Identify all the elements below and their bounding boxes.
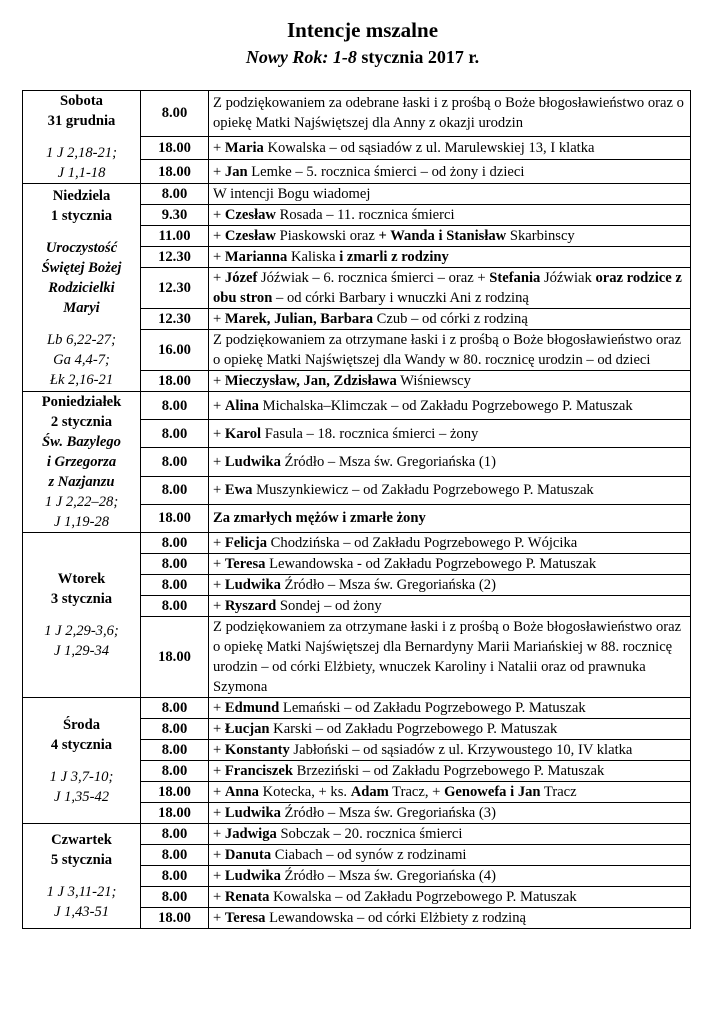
feast-line: Uroczystość: [45, 239, 118, 256]
intention-text: Lemke – 5. rocznica śmierci – od żony i dzieci: [247, 163, 525, 180]
intention-text: Kotecka, + ks.: [258, 784, 351, 800]
day-name: [27, 830, 136, 870]
mass-row: [23, 824, 691, 845]
intention-text: +: [213, 577, 225, 593]
feast-line: Świętej Bożej: [41, 259, 122, 276]
feast-line: Maryi: [63, 299, 100, 316]
mass-intention: [209, 887, 691, 908]
intention-text: +: [213, 228, 225, 244]
intention-text: Z podziękowaniem za odebrane łaski i z prośbą o Boże błogosławieństwo oraz o opiekę Matki Najświętszej dla Anny z okazji urodzin: [213, 95, 684, 132]
mass-time: 18.00: [141, 803, 209, 824]
mass-intention: [209, 866, 691, 887]
mass-time: 8.00: [141, 866, 209, 887]
mass-intention: [209, 205, 691, 226]
mass-time: 8.00: [141, 698, 209, 719]
intention-text: Skarbinscy: [506, 228, 575, 244]
reading-line: 1 J 3,7-10;: [49, 768, 114, 785]
mass-time: 12.30: [141, 268, 209, 309]
intention-name: Jadwiga: [224, 826, 277, 842]
intention-name: Alina: [224, 397, 259, 414]
page-title: Intencje mszalne: [286, 18, 439, 42]
intention-text: +: [213, 482, 225, 499]
feast-name: [27, 432, 136, 492]
mass-time: 16.00: [141, 330, 209, 371]
day-cell: [23, 91, 141, 184]
day-cell: [23, 698, 141, 824]
readings: [27, 882, 136, 922]
readings: [27, 492, 136, 532]
mass-time: 18.00: [141, 371, 209, 392]
reading-line: J 1,35-42: [53, 788, 110, 805]
intention-name: Ludwika: [224, 453, 281, 470]
intention-text: +: [213, 397, 225, 414]
mass-intention: [209, 617, 691, 698]
intention-text: +: [213, 535, 225, 551]
intention-text: +: [213, 270, 225, 286]
mass-time: 8.00: [141, 761, 209, 782]
mass-time: 8.00: [141, 448, 209, 476]
day-name: [27, 186, 136, 226]
intention-text: Chodzińska – od Zakładu Pogrzebowego P. Wójcika: [267, 535, 578, 551]
intention-name: Mieczysław, Jan, Zdzisława: [224, 373, 397, 389]
day-cell: [23, 184, 141, 392]
mass-row: [23, 91, 691, 137]
mass-intention: [209, 226, 691, 247]
intention-text: Sobczak – 20. rocznica śmierci: [276, 826, 463, 842]
intention-text: Rosada – 11. rocznica śmierci: [275, 207, 455, 223]
intention-text: Michalska–Klimczak – od Zakładu Pogrzebowego P. Matuszak: [258, 397, 633, 414]
feast-name: [27, 238, 136, 318]
mass-time: 8.00: [141, 392, 209, 420]
mass-time: 8.00: [141, 575, 209, 596]
intention-text: Karski – od Zakładu Pogrzebowego P. Matuszak: [269, 721, 558, 737]
intention-text: +: [213, 805, 225, 821]
day-name-line: 2 stycznia: [50, 414, 113, 430]
reading-line: J 1,43-51: [53, 904, 110, 920]
readings: [27, 767, 136, 807]
intention-name: Stefania: [489, 270, 541, 286]
intention-text: Piaskowski oraz: [275, 228, 379, 244]
mass-time: 8.00: [141, 476, 209, 504]
mass-time: 18.00: [141, 617, 209, 698]
reading-line: Łk 2,16-21: [49, 371, 114, 388]
mass-time: 8.00: [141, 740, 209, 761]
intention-text: Lewandowska - od Zakładu Pogrzebowego P. Matuszak: [265, 556, 597, 572]
intention-text: Lewandowska – od córki Elżbiety z rodziną: [265, 910, 527, 926]
intention-text: +: [213, 700, 225, 716]
intention-name: Teresa: [224, 910, 266, 926]
mass-intention: [209, 476, 691, 504]
day-name: [27, 91, 136, 131]
day-name-line: 3 stycznia: [50, 591, 113, 607]
mass-intention: [209, 782, 691, 803]
intention-name: Jan: [224, 163, 248, 180]
intention-text: – od córki Barbary i wnuczki Ani z rodziną: [272, 290, 529, 306]
mass-time: 8.00: [141, 91, 209, 137]
reading-line: Ga 4,4-7;: [53, 351, 110, 368]
mass-intention: [209, 371, 691, 392]
intention-name: Za zmarłych mężów i zmarłe żony: [213, 510, 426, 527]
intention-name: Ludwika: [224, 805, 281, 821]
mass-intention: [209, 719, 691, 740]
intention-name: Maria: [224, 140, 264, 157]
mass-time: 8.00: [141, 719, 209, 740]
mass-time: 11.00: [141, 226, 209, 247]
page-subtitle: [0, 46, 725, 68]
mass-time: 8.00: [141, 554, 209, 575]
intention-text: Kaliska: [287, 249, 340, 265]
subtitle-rest: stycznia 2017 r.: [356, 47, 480, 67]
day-name-line: Wtorek: [57, 571, 106, 587]
intention-name: Renata: [224, 889, 270, 905]
day-cell: [23, 533, 141, 698]
day-name-line: 5 stycznia: [50, 852, 113, 868]
intention-text: +: [213, 140, 225, 157]
mass-intention: [209, 698, 691, 719]
day-name-line: 1 stycznia: [50, 207, 113, 224]
mass-intention: [209, 845, 691, 866]
reading-line: 1 J 2,29-3,6;: [44, 623, 119, 639]
intention-name: Felicja: [224, 535, 268, 551]
reading-line: Lb 6,22-27;: [47, 331, 116, 348]
intention-text: Źródło – Msza św. Gregoriańska (1): [280, 453, 496, 470]
intention-name: Czesław: [224, 228, 276, 244]
mass-row: [23, 184, 691, 205]
mass-intention: [209, 761, 691, 782]
day-name-line: 31 grudnia: [47, 113, 116, 129]
day-name-line: Poniedziałek: [41, 394, 122, 410]
intention-text: +: [213, 784, 225, 800]
feast-line: i Grzegorza: [46, 454, 117, 470]
intention-text: Tracz, +: [388, 784, 445, 800]
intention-text: Wiśniewscy: [396, 373, 471, 389]
intention-text: Z podziękowaniem za otrzymane łaski i z prośbą o Boże błogosławieństwo oraz o opiekę Matki Najświętszej dla Wandy w 80. rocznicę urodzin – od dzieci: [213, 332, 682, 368]
feast-line: Św. Bazylego: [42, 434, 121, 450]
intention-text: Czub – od córki z rodziną: [373, 311, 528, 327]
day-name: [27, 715, 136, 755]
intention-text: +: [213, 847, 225, 863]
mass-intention: [209, 160, 691, 184]
intention-name: + Wanda i Stanisław: [378, 228, 507, 244]
intention-text: +: [213, 742, 225, 758]
intention-text: +: [213, 207, 225, 223]
mass-intention: [209, 533, 691, 554]
mass-time: 8.00: [141, 887, 209, 908]
intention-name: Danuta: [224, 847, 272, 863]
intention-name: Franciszek: [224, 763, 293, 779]
intention-text: +: [213, 163, 225, 180]
day-name-line: Środa: [62, 716, 101, 733]
intention-text: Fasula – 18. rocznica śmierci – żony: [261, 425, 479, 442]
intention-text: Kowalska – od sąsiadów z ul. Marulewskiej 13, I klatka: [263, 140, 595, 157]
mass-intention: [209, 184, 691, 205]
mass-intention: [209, 575, 691, 596]
reading-line: 1 J 3,11-21;: [46, 884, 117, 900]
reading-line: 1 J 2,18-21;: [46, 145, 117, 161]
intention-name: Anna: [224, 784, 259, 800]
mass-intention: [209, 136, 691, 160]
mass-time: 9.30: [141, 205, 209, 226]
day-name-line: Sobota: [60, 93, 103, 109]
intention-name: i zmarli z rodziny: [339, 249, 449, 265]
intention-name: Marek, Julian, Barbara: [224, 311, 373, 327]
mass-time: 8.00: [141, 533, 209, 554]
mass-intention: [209, 268, 691, 309]
intention-text: Jabłoński – od sąsiadów z ul. Krzywoustego 10, IV klatka: [289, 742, 633, 758]
mass-intentions-table: [22, 90, 691, 929]
mass-time: 18.00: [141, 908, 209, 929]
intention-name: oraz rodzice z obu stron: [213, 270, 682, 306]
intention-text: Sondej – od żony: [276, 598, 382, 614]
intention-text: Muszynkiewicz – od Zakładu Pogrzebowego P. Matuszak: [252, 482, 594, 499]
intention-name: Czesław: [224, 207, 276, 223]
mass-time: 18.00: [141, 160, 209, 184]
intention-text: +: [213, 311, 225, 327]
mass-time: 18.00: [141, 136, 209, 160]
intention-text: +: [213, 249, 225, 265]
intention-name: Teresa: [224, 556, 266, 572]
readings: [27, 143, 136, 183]
mass-time: 8.00: [141, 420, 209, 448]
intention-text: +: [213, 598, 225, 614]
day-name: [27, 392, 136, 432]
intention-text: Źródło – Msza św. Gregoriańska (3): [280, 805, 496, 821]
mass-time: 12.30: [141, 247, 209, 268]
reading-line: 1 J 2,22–28;: [44, 494, 119, 510]
intention-text: W intencji Bogu wiadomej: [213, 186, 371, 202]
mass-intention: [209, 91, 691, 137]
reading-line: J 1,1-18: [57, 165, 106, 181]
intention-text: +: [213, 889, 225, 905]
intention-name: Konstanty: [224, 742, 290, 758]
intention-text: Kowalska – od Zakładu Pogrzebowego P. Matuszak: [269, 889, 577, 905]
intention-text: Brzeziński – od Zakładu Pogrzebowego P. Matuszak: [292, 763, 605, 779]
mass-intention: [209, 504, 691, 532]
intention-name: Adam: [350, 784, 389, 800]
intention-name: Edmund: [224, 700, 280, 716]
mass-row: [23, 392, 691, 420]
mass-time: 8.00: [141, 824, 209, 845]
mass-time: 12.30: [141, 309, 209, 330]
mass-time: 8.00: [141, 596, 209, 617]
mass-time: 8.00: [141, 845, 209, 866]
intention-text: +: [213, 453, 225, 470]
mass-intention: [209, 803, 691, 824]
day-cell: [23, 824, 141, 929]
intention-name: Łucjan: [224, 721, 270, 737]
intention-text: Tracz: [540, 784, 577, 800]
intention-name: Józef: [224, 270, 258, 286]
subtitle-italic: Nowy Rok: 1-8: [245, 47, 357, 67]
intention-text: +: [213, 721, 225, 737]
mass-intentions-body: [23, 91, 691, 929]
intention-text: Źródło – Msza św. Gregoriańska (2): [280, 577, 496, 593]
intention-name: Ewa: [224, 482, 253, 499]
reading-line: J 1,19-28: [53, 514, 110, 530]
day-name-line: Niedziela: [52, 187, 111, 204]
intention-text: +: [213, 910, 225, 926]
readings: [27, 330, 136, 390]
day-name-line: Czwartek: [51, 832, 112, 848]
mass-intention: [209, 596, 691, 617]
mass-intention: [209, 740, 691, 761]
intention-name: Genowefa i Jan: [444, 784, 541, 800]
mass-intention: [209, 392, 691, 420]
mass-intention: [209, 824, 691, 845]
intention-text: Źródło – Msza św. Gregoriańska (4): [280, 868, 496, 884]
mass-intention: [209, 309, 691, 330]
intention-text: Lemański – od Zakładu Pogrzebowego P. Matuszak: [279, 700, 586, 716]
intention-name: Karol: [224, 425, 262, 442]
intention-text: Z podziękowaniem za otrzymane łaski i z prośbą o Boże błogosławieństwo oraz o opiekę Matki Najświętszej dla Bernardyny Marii Mariańskiej w 88. rocznicę urodzin – od córki Elżbiety, wnuczek Karoliny i Natalii oraz od prawnuka Szymona: [213, 619, 682, 695]
mass-row: [23, 698, 691, 719]
mass-intention: [209, 247, 691, 268]
mass-time: 18.00: [141, 504, 209, 532]
intention-name: Marianna: [224, 249, 288, 265]
intention-text: Jóźwiak: [540, 270, 596, 286]
mass-intention: [209, 554, 691, 575]
feast-line: z Nazjanzu: [48, 474, 115, 490]
mass-time: 18.00: [141, 782, 209, 803]
day-name: [27, 569, 136, 609]
intention-name: Ryszard: [224, 598, 277, 614]
intention-text: +: [213, 763, 225, 779]
intention-text: +: [213, 373, 225, 389]
intention-text: +: [213, 556, 225, 572]
intention-text: +: [213, 868, 225, 884]
mass-intention: [209, 448, 691, 476]
mass-time: 8.00: [141, 184, 209, 205]
intention-name: Ludwika: [224, 868, 281, 884]
day-name-line: 4 stycznia: [50, 736, 113, 753]
mass-row: [23, 533, 691, 554]
mass-intention: [209, 330, 691, 371]
day-cell: [23, 392, 141, 533]
intention-text: +: [213, 826, 225, 842]
intention-text: Jóźwiak – 6. rocznica śmierci – oraz +: [257, 270, 490, 286]
readings: [27, 621, 136, 661]
reading-line: J 1,29-34: [53, 643, 110, 659]
feast-line: Rodzicielki: [48, 279, 115, 296]
intention-text: Ciabach – od synów z rodzinami: [271, 847, 467, 863]
intention-text: +: [213, 425, 225, 442]
mass-intention: [209, 908, 691, 929]
intention-name: Ludwika: [224, 577, 281, 593]
mass-intention: [209, 420, 691, 448]
